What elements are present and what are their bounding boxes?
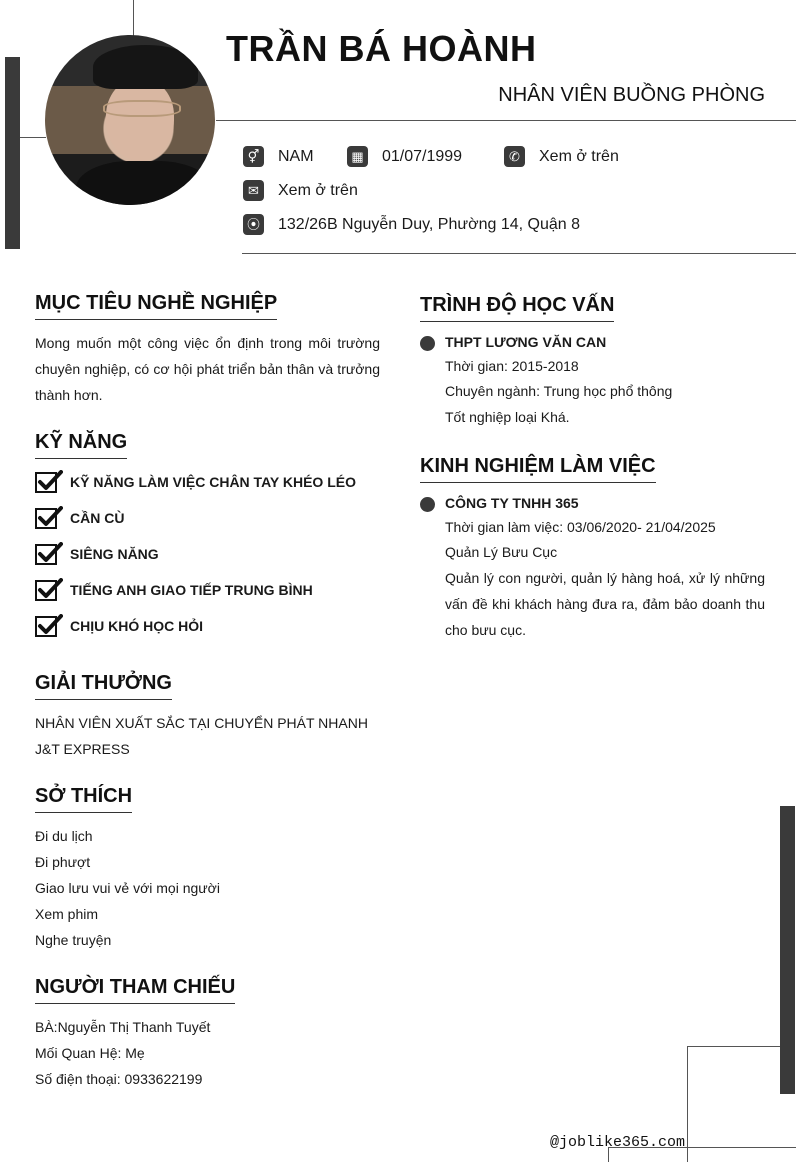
hobby-item: Đi phượt bbox=[35, 854, 91, 870]
decorative-line bbox=[687, 1046, 688, 1162]
checkbox-checked-icon bbox=[35, 470, 63, 494]
references-title: NGƯỜI THAM CHIẾU bbox=[35, 976, 235, 1004]
calendar-icon: ▦ bbox=[347, 146, 368, 167]
contact-gender bbox=[243, 146, 314, 167]
experience-period: Thời gian làm việc: 03/06/2020- 21/04/2025 bbox=[445, 519, 716, 535]
skill-item bbox=[35, 614, 203, 638]
birthday-value: 01/07/1999 bbox=[382, 147, 463, 165]
gender-icon: ⚥ bbox=[243, 146, 264, 167]
hobbies-title: SỞ THÍCH bbox=[35, 785, 132, 813]
contact-address bbox=[243, 214, 580, 235]
email-value: Xem ở trên bbox=[278, 181, 358, 199]
awards-text: NHÂN VIÊN XUẤT SẮC TẠI CHUYỂN PHÁT NHANH J&T EXPRESS bbox=[35, 715, 368, 757]
objective-text: Mong muốn một công việc ổn định trong môi trường chuyên nghiệp, có cơ hội phát triển bản thân và trưởng thành hơn. bbox=[35, 335, 380, 403]
gender-value: NAM bbox=[278, 147, 314, 165]
skill-item bbox=[35, 470, 356, 494]
checkbox-checked-icon bbox=[35, 578, 63, 602]
decorative-line bbox=[687, 1046, 780, 1047]
skill-item bbox=[35, 506, 124, 530]
checkbox-checked-icon bbox=[35, 542, 63, 566]
contact-birthday bbox=[347, 146, 462, 167]
location-icon: ⦿ bbox=[243, 214, 264, 235]
checkbox-checked-icon bbox=[35, 614, 63, 638]
decorative-bar-left bbox=[5, 57, 20, 249]
decorative-line bbox=[133, 0, 134, 36]
job-title: NHÂN VIÊN BUỒNG PHÒNG bbox=[498, 84, 765, 106]
experience-title: KINH NGHIỆM LÀM VIỆC bbox=[420, 455, 656, 483]
watermark: @joblike365.com bbox=[550, 1134, 686, 1151]
hobby-item: Đi du lịch bbox=[35, 828, 93, 844]
hobby-item: Xem phim bbox=[35, 906, 99, 922]
avatar bbox=[45, 35, 215, 205]
candidate-name: TRẦN BÁ HOÀNH bbox=[226, 28, 537, 69]
experience-position: Quản Lý Bưu Cục bbox=[445, 544, 558, 560]
company-name: CÔNG TY TNHH 365 bbox=[445, 495, 579, 511]
reference-line: Số điện thoại: 0933622199 bbox=[35, 1071, 203, 1087]
decorative-line bbox=[20, 137, 46, 138]
awards-title: GIẢI THƯỞNG bbox=[35, 672, 172, 700]
skill-label: CẦN CÙ bbox=[70, 510, 125, 526]
contact-divider bbox=[242, 253, 796, 254]
education-line: Chuyên ngành: Trung học phổ thông bbox=[445, 383, 673, 399]
skill-label: KỸ NĂNG LÀM VIỆC CHÂN TAY KHÉO LÉO bbox=[70, 474, 356, 490]
skill-item bbox=[35, 542, 159, 566]
hobby-item: Giao lưu vui vẻ với mọi người bbox=[35, 880, 220, 896]
education-line: Thời gian: 2015-2018 bbox=[445, 358, 579, 374]
decorative-bar-right bbox=[780, 806, 795, 1094]
contact-phone bbox=[504, 146, 619, 167]
bullet-dot bbox=[420, 497, 435, 512]
education-title: TRÌNH ĐỘ HỌC VẤN bbox=[420, 294, 614, 322]
address-value: 132/26B Nguyễn Duy, Phường 14, Quận 8 bbox=[278, 215, 580, 233]
header-divider bbox=[216, 120, 796, 121]
hobby-item: Nghe truyện bbox=[35, 932, 112, 948]
reference-line: Mối Quan Hệ: Mẹ bbox=[35, 1045, 145, 1061]
objective-title: MỤC TIÊU NGHỀ NGHIỆP bbox=[35, 292, 277, 320]
phone-value: Xem ở trên bbox=[539, 147, 619, 165]
phone-icon: ✆ bbox=[504, 146, 525, 167]
mail-icon: ✉ bbox=[243, 180, 264, 201]
contact-email bbox=[243, 180, 358, 201]
skill-label: CHỊU KHÓ HỌC HỎI bbox=[70, 618, 203, 634]
education-line: Tốt nghiệp loại Khá. bbox=[445, 409, 570, 425]
skill-item bbox=[35, 578, 313, 602]
checkbox-checked-icon bbox=[35, 506, 63, 530]
reference-line: BÀ:Nguyễn Thị Thanh Tuyết bbox=[35, 1019, 211, 1035]
skills-title: KỸ NĂNG bbox=[35, 431, 127, 459]
skill-label: SIÊNG NĂNG bbox=[70, 546, 159, 562]
bullet-dot bbox=[420, 336, 435, 351]
skill-label: TIẾNG ANH GIAO TIẾP TRUNG BÌNH bbox=[70, 582, 313, 598]
experience-description: Quản lý con người, quản lý hàng hoá, xử lý những vấn đề khi khách hàng đưa ra, đảm bảo doanh thu cho bưu cục. bbox=[445, 570, 765, 638]
school-name: THPT LƯƠNG VĂN CAN bbox=[445, 334, 607, 350]
